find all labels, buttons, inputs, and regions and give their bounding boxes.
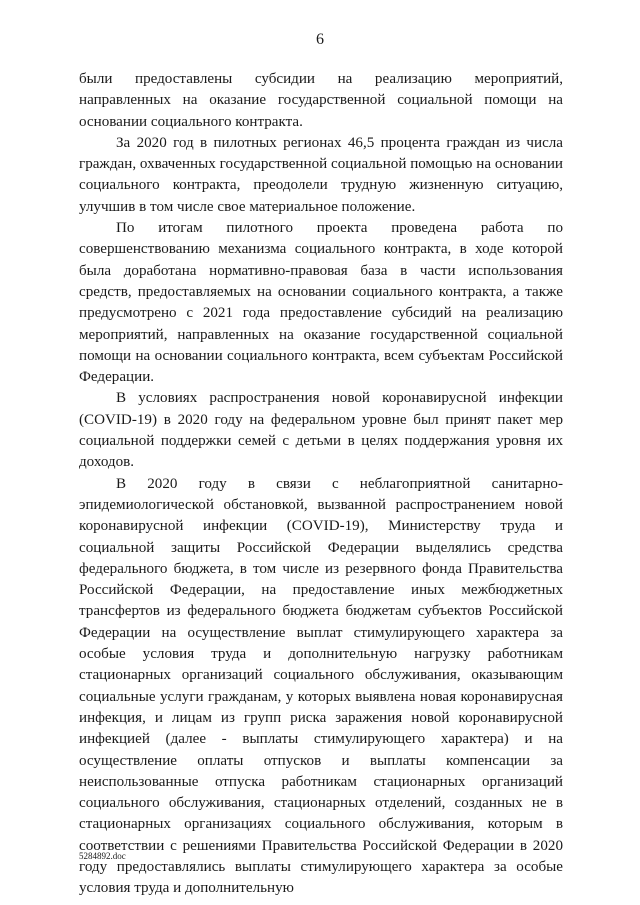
paragraph-continuation: были предоставлены субсидии на реализацию мероприятий, направленных на оказание государственной социальной помощи на основании социального контракта. xyxy=(79,71,563,130)
page-number: 6 xyxy=(316,31,324,48)
document-file-id: 5284892.doc xyxy=(79,851,126,861)
paragraph-covid-support: В условиях распространения новой коронавирусной инфекции (COVID-19) в 2020 году на федеральном уровне был принят пакет мер социальной поддержки семей с детьми в целях поддержания уровня их доходов. xyxy=(79,390,563,471)
paragraph-pilot-results: За 2020 год в пилотных регионах 46,5 процента граждан из числа граждан, охваченных государственной социальной помощью на основании социального контракта, преодолели трудную жизненную ситуацию, улучшив в том числе свое материальное положение. xyxy=(79,134,563,215)
paragraph-pilot-outcome: По итогам пилотного проекта проведена работа по совершенствованию механизма социального контракта, в ходе которой была доработана нормативно-правовая база в части использования средств, предоставляемых на основании социального контракта, а также предусмотрено с 2021 года предоставление субсидий на реализацию мероприятий, направленных на оказание государственной социальной помощи на основании социального контракта, всем субъектам Российской Федерации. xyxy=(79,220,563,386)
paragraph-covid-funding: В 2020 году в связи с неблагоприятной санитарно-эпидемиологической обстановкой, вызванной распространением новой коронавирусной инфекции (COVID-19), Министерству труда и социальной защиты Российской Федерации выделялись средства федерального бюджета, в том числе из резервного фонда Правительства Российской Федерации, на предоставление иных межбюджетных трансфертов из федерального бюджета бюджетам субъектов Российской Федерации на осуществление выплат стимулирующего характера за особые условия труда и дополнительную нагрузку работникам стационарных организаций социального обслуживания, оказывающим социальные услуги гражданам, у которых выявлена новая коронавирусная инфекция, и лицам из групп риска заражения новой коронавирусной инфекцией (далее - выплаты стимулирующего характера) и на осуществление оплаты отпусков и выплаты компенсации за неиспользованные отпуска работникам стационарных организаций социального обслуживания, стационарных отделений, созданных не в стационарных организациях социального обслуживания, которым в соответствии с решениями Правительства Российской Федерации в 2020 году предоставлялись выплаты стимулирующего характера за особые условия труда и дополнительную xyxy=(79,475,563,897)
document-body xyxy=(79,69,563,900)
